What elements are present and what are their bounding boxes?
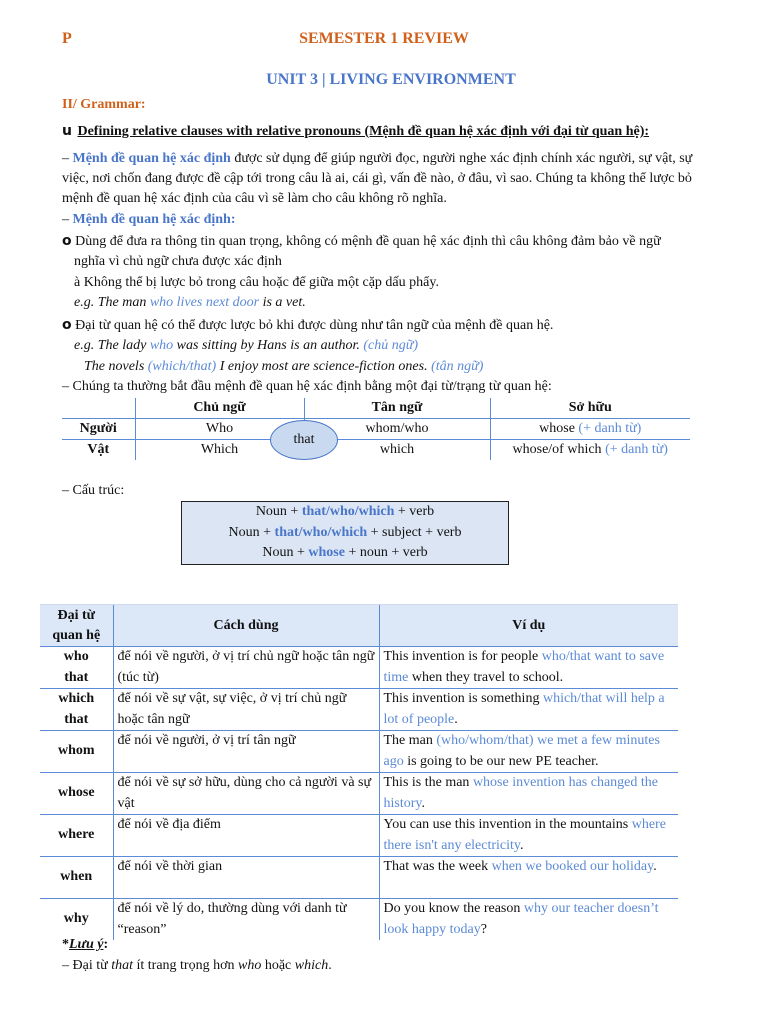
cell bbox=[490, 440, 690, 461]
example-cell bbox=[379, 857, 678, 899]
note-part: ít trang trọng hơn bbox=[132, 958, 238, 973]
example-cell bbox=[379, 731, 678, 773]
example-text: Do you know the reason bbox=[383, 901, 524, 916]
point2-example2 bbox=[84, 357, 768, 377]
table-row bbox=[40, 815, 678, 857]
example-text: The man bbox=[383, 733, 437, 748]
cell-note: (+ danh từ) bbox=[574, 421, 642, 436]
pronoun-cell: whom bbox=[57, 743, 95, 759]
note-star: * bbox=[62, 937, 69, 952]
table-row bbox=[40, 647, 678, 689]
structure-line bbox=[182, 523, 508, 544]
example-text: is going to be our new PE teacher. bbox=[403, 753, 599, 769]
example-cell bbox=[379, 647, 678, 689]
example-cell bbox=[379, 689, 678, 731]
example-highlight: whose invention has changed the history bbox=[383, 775, 658, 811]
example-highlight: where there isn't any electricity bbox=[383, 817, 666, 853]
header-cell: Cách dùng bbox=[113, 605, 379, 647]
note-part: which bbox=[294, 958, 329, 973]
table-row bbox=[40, 773, 678, 815]
example-text: . bbox=[421, 795, 425, 811]
page-title: SEMESTER 1 REVIEW bbox=[299, 30, 469, 47]
example-text: . bbox=[520, 837, 524, 853]
cell-note: (+ danh từ) bbox=[601, 442, 668, 457]
note-part: – Đại từ bbox=[62, 958, 112, 973]
note-part: that bbox=[111, 958, 133, 973]
example-text: This invention is for people bbox=[383, 649, 542, 664]
note-colon: : bbox=[103, 937, 109, 952]
pronoun-cell: which that bbox=[58, 691, 95, 727]
header-cell: Ví dụ bbox=[379, 605, 678, 647]
note-part: hoặc bbox=[261, 958, 295, 973]
that-oval: that bbox=[270, 420, 338, 460]
example-text: was sitting by Hans is an author. bbox=[173, 338, 360, 353]
table-row bbox=[40, 899, 678, 941]
structure-line bbox=[182, 543, 508, 564]
row-label: Người bbox=[62, 419, 135, 440]
example-text: The novels bbox=[84, 359, 148, 374]
usage-cell: để nói về sự sở hữu, dùng cho cả người và sự vật bbox=[113, 773, 379, 815]
cell: whom/who bbox=[304, 419, 490, 440]
section-heading: II/ Grammar: bbox=[62, 97, 146, 112]
header-cell: Sở hữu bbox=[490, 398, 690, 419]
note-text bbox=[62, 956, 752, 976]
table-row bbox=[40, 689, 678, 731]
usage-cell: để nói về người, ở vị trí tân ngữ bbox=[113, 731, 379, 773]
pronoun-cell: when bbox=[60, 869, 93, 885]
circle-bullet-icon: o bbox=[62, 317, 72, 333]
example-highlight: (which/that) bbox=[147, 359, 217, 374]
cell: which bbox=[304, 440, 490, 461]
dash: – bbox=[62, 151, 73, 166]
formula-highlight: that/who/which bbox=[301, 504, 395, 519]
example-note: (chủ ngữ) bbox=[359, 338, 419, 353]
point1-example bbox=[74, 293, 764, 313]
structure-line bbox=[182, 502, 508, 523]
point2-example1 bbox=[74, 336, 764, 356]
relative-pronoun-table bbox=[40, 604, 678, 940]
term-highlight: Mệnh đề quan hệ xác định bbox=[72, 151, 231, 166]
example-highlight: which/that will help a lot of people bbox=[383, 691, 665, 727]
formula-text: Noun + bbox=[262, 545, 309, 560]
example-highlight: who/that want to save time bbox=[383, 649, 665, 685]
heading-text: Defining relative clauses with relative pronouns (Mệnh đề quan hệ xác định với đại từ quan hệ): bbox=[77, 124, 650, 139]
point1-text: Không thể bị lược bỏ trong câu hoặc để giữa một cặp dấu phẩy. bbox=[80, 275, 439, 290]
formula-text: + verb bbox=[394, 504, 435, 519]
header-cell: Tân ngữ bbox=[304, 398, 490, 419]
example-text: You can use this invention in the mountains bbox=[383, 817, 632, 832]
formula-text: Noun + bbox=[228, 524, 275, 540]
example-text: is a vet. bbox=[259, 295, 306, 310]
usage-cell: để nói về lý do, thường dùng với danh từ “reason” bbox=[113, 899, 379, 941]
structure-label: – Cấu trúc: bbox=[62, 483, 125, 498]
example-highlight: when we booked our holiday bbox=[491, 859, 654, 874]
example-highlight: who lives next door bbox=[149, 295, 260, 310]
pronoun-table-header bbox=[62, 398, 690, 419]
term-highlight: Mệnh đề quan hệ xác định: bbox=[72, 212, 236, 227]
para2 bbox=[62, 210, 752, 230]
example-cell bbox=[379, 899, 678, 941]
pronoun-cell: where bbox=[58, 827, 95, 843]
point1-line1 bbox=[62, 231, 752, 252]
example-text: ? bbox=[480, 921, 487, 937]
arrow-icon: à bbox=[74, 275, 81, 290]
header-cell: Chủ ngữ bbox=[135, 398, 304, 419]
example-highlight: (who/whom/that) we met a few minutes ago bbox=[383, 733, 660, 769]
example-text: . bbox=[454, 711, 458, 727]
formula-text: Noun + bbox=[255, 504, 302, 519]
table-row bbox=[40, 731, 678, 773]
cell: Which bbox=[135, 440, 304, 461]
example-cell bbox=[379, 815, 678, 857]
header-cell bbox=[62, 398, 135, 419]
pronoun-cell: why bbox=[63, 911, 89, 927]
para1-line3: mệnh đề quan hệ xác định của câu vì sẽ làm cho câu không rõ nghĩa. bbox=[62, 191, 447, 206]
example-text: e.g. The lady bbox=[74, 338, 150, 353]
cell-text: whose bbox=[539, 421, 575, 436]
note-heading bbox=[62, 935, 752, 955]
usage-cell: để nói về người, ở vị trí chủ ngữ hoặc tân ngữ (túc từ) bbox=[113, 647, 379, 689]
header-cell: Đại từ quan hệ bbox=[40, 605, 113, 647]
bullet-icon: u bbox=[62, 123, 72, 139]
point2-line1 bbox=[62, 315, 752, 336]
example-highlight: who bbox=[149, 338, 174, 353]
example-text: This invention is something bbox=[383, 691, 543, 706]
table-intro: – Chúng ta thường bắt đầu mệnh đề quan hệ xác định bằng một đại từ/trạng từ quan hệ: bbox=[62, 379, 552, 394]
pronoun-cell: who that bbox=[63, 649, 89, 685]
usage-cell: để nói về sự vật, sự việc, ở vị trí chủ ngữ hoặc tân ngữ bbox=[113, 689, 379, 731]
para1-text: được sử dụng để giúp người đọc, người nghe xác định chính xác người, sự vật, sự bbox=[230, 151, 693, 166]
dash: – bbox=[62, 212, 73, 227]
note-part: . bbox=[328, 958, 332, 973]
page-mark: P bbox=[62, 30, 72, 47]
grammar-heading bbox=[62, 121, 752, 142]
example-text: This is the man bbox=[383, 775, 473, 790]
example-cell bbox=[379, 773, 678, 815]
usage-cell: để nói về thời gian bbox=[113, 857, 379, 899]
cell: Who bbox=[135, 419, 304, 440]
para1-line1 bbox=[62, 149, 752, 169]
formula-text: + noun + verb bbox=[344, 545, 428, 560]
pronoun-table bbox=[62, 398, 690, 460]
note-part: who bbox=[237, 958, 262, 973]
cell-text: whose/of which bbox=[512, 442, 602, 457]
pronoun-cell: whose bbox=[57, 785, 95, 801]
example-text: when they travel to school. bbox=[408, 669, 564, 685]
structure-box bbox=[181, 501, 509, 565]
example-highlight: why our teacher doesn’t look happy today bbox=[383, 901, 659, 937]
example-text: e.g. The man bbox=[74, 295, 150, 310]
formula-text: + subject + verb bbox=[367, 524, 462, 540]
formula-highlight: whose bbox=[308, 545, 345, 560]
unit-title: UNIT 3 | LIVING ENVIRONMENT bbox=[266, 71, 516, 88]
table-row bbox=[62, 419, 690, 440]
table-row bbox=[62, 440, 690, 461]
table-row bbox=[40, 857, 678, 899]
cell bbox=[490, 419, 690, 440]
note-label: Lưu ý bbox=[69, 937, 104, 952]
point2-text: Đại từ quan hệ có thể được lược bỏ khi được dùng như tân ngữ của mệnh đề quan hệ. bbox=[75, 318, 554, 333]
point1-line2: nghĩa vì chủ ngữ chưa được xác định bbox=[74, 254, 282, 269]
example-text: I enjoy most are science-fiction ones. bbox=[216, 359, 428, 374]
example-text: . bbox=[653, 859, 657, 874]
main-table-header bbox=[40, 605, 678, 647]
circle-bullet-icon: o bbox=[62, 233, 72, 249]
formula-highlight: that/who/which bbox=[274, 524, 368, 540]
point1-line3 bbox=[74, 273, 764, 293]
example-text: That was the week bbox=[383, 859, 492, 874]
row-label: Vật bbox=[87, 442, 110, 457]
point1-text: Dùng để đưa ra thông tin quan trọng, không có mệnh đề quan hệ xác định thì câu không đảm bảo về ngữ bbox=[75, 234, 661, 249]
usage-cell: để nói về địa điểm bbox=[113, 815, 379, 857]
para1-line2: việc, nơi chốn đang được đề cập tới trong câu là ai, cái gì, vấn đề nào, ở đâu, vì sao. Chúng ta không thể lược bỏ bbox=[62, 171, 692, 186]
example-note: (tân ngữ) bbox=[427, 359, 484, 374]
